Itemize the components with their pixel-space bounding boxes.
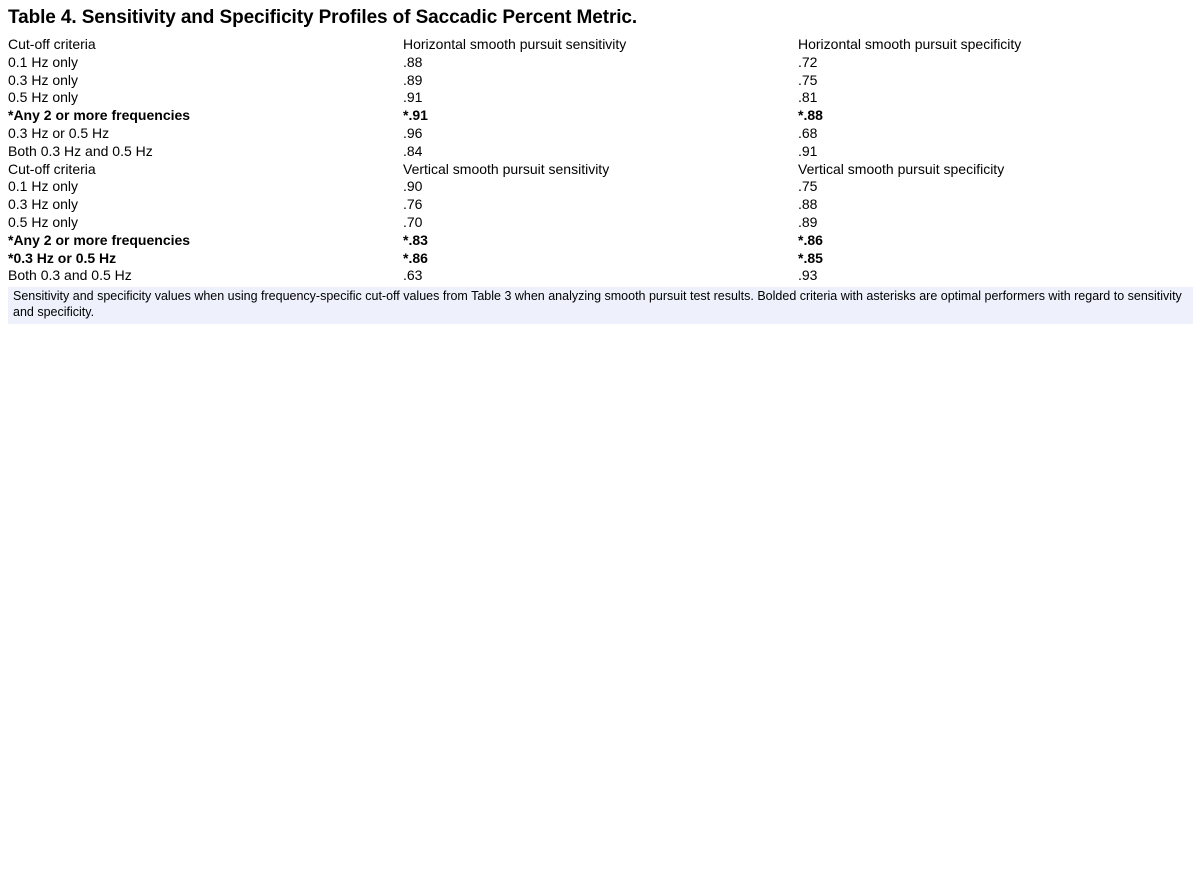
specificity-cell: .93: [798, 267, 818, 284]
column-header: Cut-off criteria: [8, 160, 96, 177]
table-row-optimal: [8, 107, 1193, 125]
sensitivity-cell: *.86: [403, 249, 428, 266]
table-row: [8, 214, 1193, 232]
column-header: Cut-off criteria: [8, 36, 96, 52]
specificity-cell: .81: [798, 89, 818, 106]
table-row: [8, 54, 1193, 72]
specificity-cell: .75: [798, 178, 818, 195]
criteria-cell: 0.5 Hz only: [8, 213, 79, 230]
table-row: [8, 196, 1193, 214]
sensitivity-cell: .88: [403, 53, 423, 70]
table-row: [8, 267, 1193, 285]
sensitivity-cell: .84: [403, 142, 423, 159]
sensitivity-cell: .76: [403, 196, 423, 213]
criteria-cell: 0.5 Hz only: [8, 89, 79, 106]
table-header-row: [8, 36, 1193, 54]
column-header: Vertical smooth pursuit specificity: [798, 160, 1005, 177]
sensitivity-cell: .70: [403, 213, 423, 230]
table-row: [8, 143, 1193, 161]
criteria-cell: Both 0.3 Hz and 0.5 Hz: [8, 142, 153, 159]
table-row: [8, 178, 1193, 196]
specificity-cell: .89: [798, 213, 818, 230]
sensitivity-cell: .96: [403, 124, 423, 141]
criteria-cell: *0.3 Hz or 0.5 Hz: [8, 249, 117, 266]
specificity-cell: .72: [798, 53, 818, 70]
criteria-cell: 0.3 Hz or 0.5 Hz: [8, 124, 110, 141]
criteria-cell: 0.1 Hz only: [8, 53, 79, 70]
specificity-cell: *.86: [798, 231, 823, 248]
sensitivity-cell: .91: [403, 89, 423, 106]
criteria-cell: *Any 2 or more frequencies: [8, 107, 191, 124]
specificity-cell: .68: [798, 124, 818, 141]
sensitivity-cell: *.91: [403, 107, 428, 124]
criteria-cell: 0.1 Hz only: [8, 178, 79, 195]
table-row: [8, 89, 1193, 107]
table-row-optimal: [8, 232, 1193, 250]
sensitivity-cell: *.83: [403, 231, 428, 248]
table-row: [8, 72, 1193, 90]
table-title: Table 4. Sensitivity and Specificity Profiles of Saccadic Percent Metric.: [8, 7, 638, 28]
specificity-cell: .88: [798, 196, 818, 213]
table-header-row: [8, 161, 1193, 179]
column-header: Vertical smooth pursuit sensitivity: [403, 160, 610, 177]
criteria-cell: Both 0.3 and 0.5 Hz: [8, 267, 132, 284]
table-row: [8, 125, 1193, 143]
column-header: Horizontal smooth pursuit specificity: [798, 36, 1022, 52]
specificity-cell: *.85: [798, 249, 823, 266]
document-page: [0, 0, 1200, 324]
column-header: Horizontal smooth pursuit sensitivity: [403, 36, 627, 52]
table-caption: Sensitivity and specificity values when using frequency-specific cut-off values from Table 3 when analyzing smooth pursuit test results. Bolded criteria with asterisks are optimal performers with regard to sensitivity and specificity.: [8, 287, 1193, 324]
criteria-cell: *Any 2 or more frequencies: [8, 231, 191, 248]
specificity-cell: *.88: [798, 107, 823, 124]
sensitivity-cell: .90: [403, 178, 423, 195]
table-row-optimal: [8, 250, 1193, 268]
sensitivity-cell: .89: [403, 71, 423, 88]
sensitivity-specificity-table: [8, 36, 1193, 285]
criteria-cell: 0.3 Hz only: [8, 71, 79, 88]
specificity-cell: .91: [798, 142, 818, 159]
criteria-cell: 0.3 Hz only: [8, 196, 79, 213]
sensitivity-cell: .63: [403, 267, 423, 284]
specificity-cell: .75: [798, 71, 818, 88]
